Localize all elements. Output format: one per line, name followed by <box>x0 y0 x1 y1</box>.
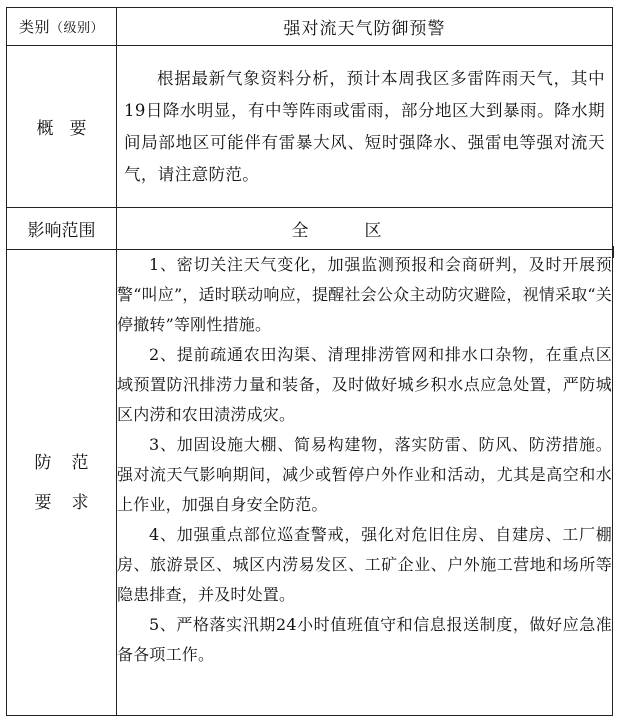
requirements-label <box>7 250 117 716</box>
category-level-label <box>7 8 117 46</box>
level-label: （级别） <box>50 21 105 36</box>
requirement-item: 4、加强重点部位巡查警戒，强化对危旧住房、自建房、工厂棚房、旅游景区、城区内涝易发区、工矿企业、户外施工营地和场所等隐患排查，并及时处置。 <box>117 525 612 604</box>
warning-notice-table <box>6 7 613 716</box>
requirement-item: 1、密切关注天气变化，加强监测预报和会商研判，及时开展预警“叫应”，适时联动响应，提醒社会公众主动防灾避险，视情采取“关停撤转”等刚性措施。 <box>117 255 612 334</box>
requirements-list <box>117 250 613 716</box>
summary-text: 根据最新气象资料分析，预计本周我区多雷阵雨天气，其中19日降水明显，有中等阵雨或雷雨，部分地区大到暴雨。降水期间局部地区可能伴有雷暴大风、短时强降水、强雷电等强对流天气，请注意防范。 <box>124 68 605 184</box>
scope-label: 影响范围 <box>7 208 117 250</box>
requirements-label-line1: 防范 <box>34 452 109 473</box>
requirement-item: 3、加固设施大棚、简易构建物，落实防雷、防风、防涝措施。强对流天气影响期间，减少或暂停户外作业和活动，尤其是高空和水上作业，加强自身安全防范。 <box>117 435 612 514</box>
scope-value: 全区 <box>117 208 613 250</box>
scope-row <box>7 208 613 250</box>
requirement-item: 2、提前疏通农田沟渠、清理排涝管网和排水口杂物，在重点区域预置防汛排涝力量和装备，及时做好城乡积水点应急处置，严防城区内涝和农田渍涝成灾。 <box>117 345 612 424</box>
summary-label: 概要 <box>36 119 103 139</box>
border-mark <box>612 246 614 258</box>
category-label: 类别 <box>18 18 50 36</box>
requirement-item: 5、严格落实汛期24小时值班值守和信息报送制度，做好应急准备各项工作。 <box>117 615 612 664</box>
header-row <box>7 8 613 46</box>
requirements-label-line2: 要求 <box>34 492 109 513</box>
summary-row <box>7 46 613 208</box>
requirements-row <box>7 250 613 716</box>
warning-title: 强对流天气防御预警 <box>117 8 613 46</box>
